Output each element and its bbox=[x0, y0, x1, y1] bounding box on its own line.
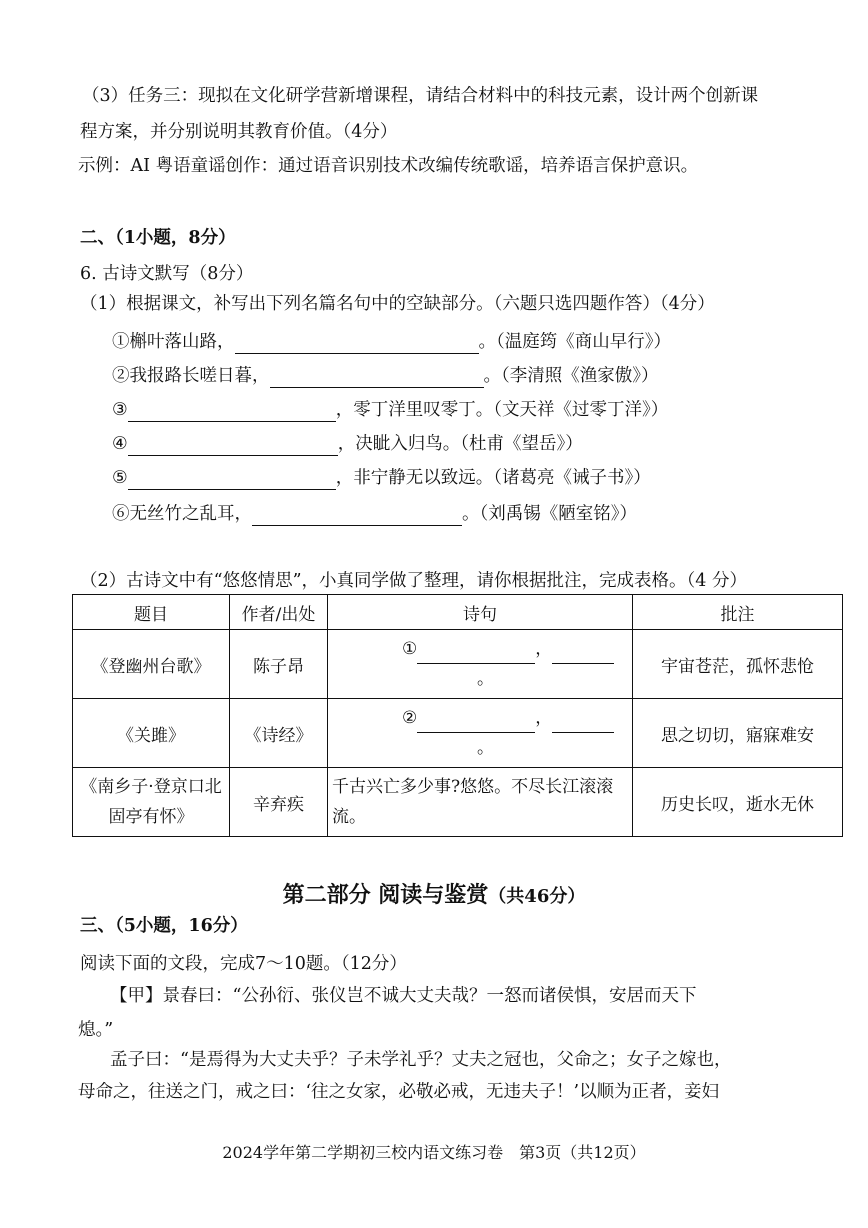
table-header: 批注 bbox=[633, 595, 843, 630]
fill-item-post: ，零丁洋里叹零丁。（文天祥《过零丁洋》） bbox=[335, 400, 669, 420]
fill-item-post: 。（李清照《渔家傲》） bbox=[483, 366, 659, 386]
part2-title-text: 第二部分 阅读与鉴赏 bbox=[282, 882, 489, 908]
page-footer: 2024学年第二学期初三校内语文练习卷 第3页（共12页） bbox=[222, 1143, 646, 1162]
table-row bbox=[73, 768, 843, 837]
fill-item-4 bbox=[112, 432, 583, 456]
q6-sub2-title: （2）古诗文中有“悠悠情思”，小真同学做了整理，请你根据批注，完成表格。（4 分） bbox=[80, 571, 747, 591]
poem-title-cell: 《登幽州台歌》 bbox=[73, 630, 230, 699]
poem-marker: ① bbox=[402, 639, 418, 659]
fill-item-post: 。（刘禹锡《陋室铭》） bbox=[462, 504, 637, 524]
answer-blank[interactable] bbox=[417, 645, 535, 664]
answer-blank[interactable] bbox=[552, 714, 614, 733]
poem-note-cell: 历史长叹，逝水无休 bbox=[633, 768, 843, 837]
part2-score: （共46分） bbox=[488, 886, 586, 907]
poem-author-cell: 《诗经》 bbox=[230, 699, 328, 768]
fill-item-pre: ③ bbox=[112, 400, 128, 420]
fill-item-pre: ①槲叶落山路， bbox=[112, 332, 235, 352]
part2-title bbox=[0, 878, 868, 909]
passage-jia-line1: 【甲】景春曰：“公孙衍、张仪岂不诚大丈夫哉？一怒而诸侯惧，安居而天下 bbox=[110, 986, 697, 1006]
table-header: 作者/出处 bbox=[230, 595, 328, 630]
poem-line-cell: 千古兴亡多少事?悠悠。不尽长江滚滚流。 bbox=[328, 768, 633, 837]
poem-table bbox=[72, 594, 843, 837]
fill-item-post: ，决眦入归鸟。（杜甫《望岳》） bbox=[337, 434, 583, 454]
passage-meng-line1: 孟子曰：“是焉得为大丈夫乎？子未学礼乎？丈夫之冠也，父命之；女子之嫁也， bbox=[110, 1050, 732, 1070]
answer-blank[interactable] bbox=[252, 507, 462, 526]
poem-author-cell: 辛弃疾 bbox=[230, 768, 328, 837]
q6-sub1-title: （1）根据课文，补写出下列名篇名句中的空缺部分。（六题只选四题作答）（4分） bbox=[80, 294, 715, 314]
fill-item-pre: ⑥无丝竹之乱耳， bbox=[112, 504, 252, 524]
poem-title-cell: 《南乡子·登京口北固亭有怀》 bbox=[73, 768, 230, 837]
table-header-row bbox=[73, 595, 843, 630]
fill-item-5 bbox=[112, 466, 651, 490]
answer-blank[interactable] bbox=[235, 335, 479, 354]
passage-jia-line2: 熄。” bbox=[78, 1020, 114, 1040]
poem-end: 。 bbox=[477, 738, 494, 758]
poem-marker: ② bbox=[402, 708, 418, 728]
poem-line-cell bbox=[328, 699, 633, 768]
fill-item-post: 。（温庭筠《商山早行》） bbox=[478, 332, 671, 352]
poem-note-cell: 思之切切，寤寐难安 bbox=[633, 699, 843, 768]
section2-heading: 二、（1小题，8分） bbox=[80, 228, 236, 248]
table-row bbox=[73, 699, 843, 768]
answer-blank[interactable] bbox=[552, 645, 614, 664]
fill-item-6 bbox=[112, 502, 637, 526]
fill-item-1 bbox=[112, 330, 671, 354]
passage-meng-line2: 母命之，往送之门，戒之曰：‘往之女家，必敬必戒，无违夫子！’以顺为正者，妾妇 bbox=[78, 1082, 720, 1102]
task3-line2: 程方案，并分别说明其教育价值。（4分） bbox=[80, 122, 398, 142]
answer-blank[interactable] bbox=[128, 403, 336, 422]
answer-blank[interactable] bbox=[417, 714, 535, 733]
fill-item-pre: ②我报路长嗟日暮， bbox=[112, 366, 270, 386]
answer-blank[interactable] bbox=[128, 471, 336, 490]
poem-comma: ， bbox=[535, 639, 553, 659]
section3-intro: 阅读下面的文段，完成7～10题。（12分） bbox=[80, 954, 407, 974]
section3-heading: 三、（5小题，16分） bbox=[80, 916, 248, 936]
poem-line-cell bbox=[328, 630, 633, 699]
poem-author-cell: 陈子昂 bbox=[230, 630, 328, 699]
fill-item-3 bbox=[112, 398, 668, 422]
fill-item-pre: ④ bbox=[112, 434, 128, 454]
task3-example: 示例：AI 粤语童谣创作：通过语音识别技术改编传统歌谣，培养语言保护意识。 bbox=[78, 156, 699, 176]
table-row bbox=[73, 630, 843, 699]
poem-comma: ， bbox=[535, 708, 553, 728]
answer-blank[interactable] bbox=[270, 369, 484, 388]
table-header: 题目 bbox=[73, 595, 230, 630]
table-header: 诗句 bbox=[328, 595, 633, 630]
answer-blank[interactable] bbox=[128, 437, 338, 456]
poem-title-cell: 《关雎》 bbox=[73, 699, 230, 768]
fill-item-pre: ⑤ bbox=[112, 468, 128, 488]
poem-note-cell: 宇宙苍茫，孤怀悲怆 bbox=[633, 630, 843, 699]
poem-end: 。 bbox=[477, 669, 494, 689]
q6-title: 6. 古诗文默写（8分） bbox=[80, 264, 254, 284]
task3-line1: （3）任务三：现拟在文化研学营新增课程，请结合材料中的科技元素，设计两个创新课 bbox=[82, 86, 759, 106]
fill-item-post: ，非宁静无以致远。（诸葛亮《诫子书》） bbox=[335, 468, 651, 488]
fill-item-2 bbox=[112, 364, 659, 388]
